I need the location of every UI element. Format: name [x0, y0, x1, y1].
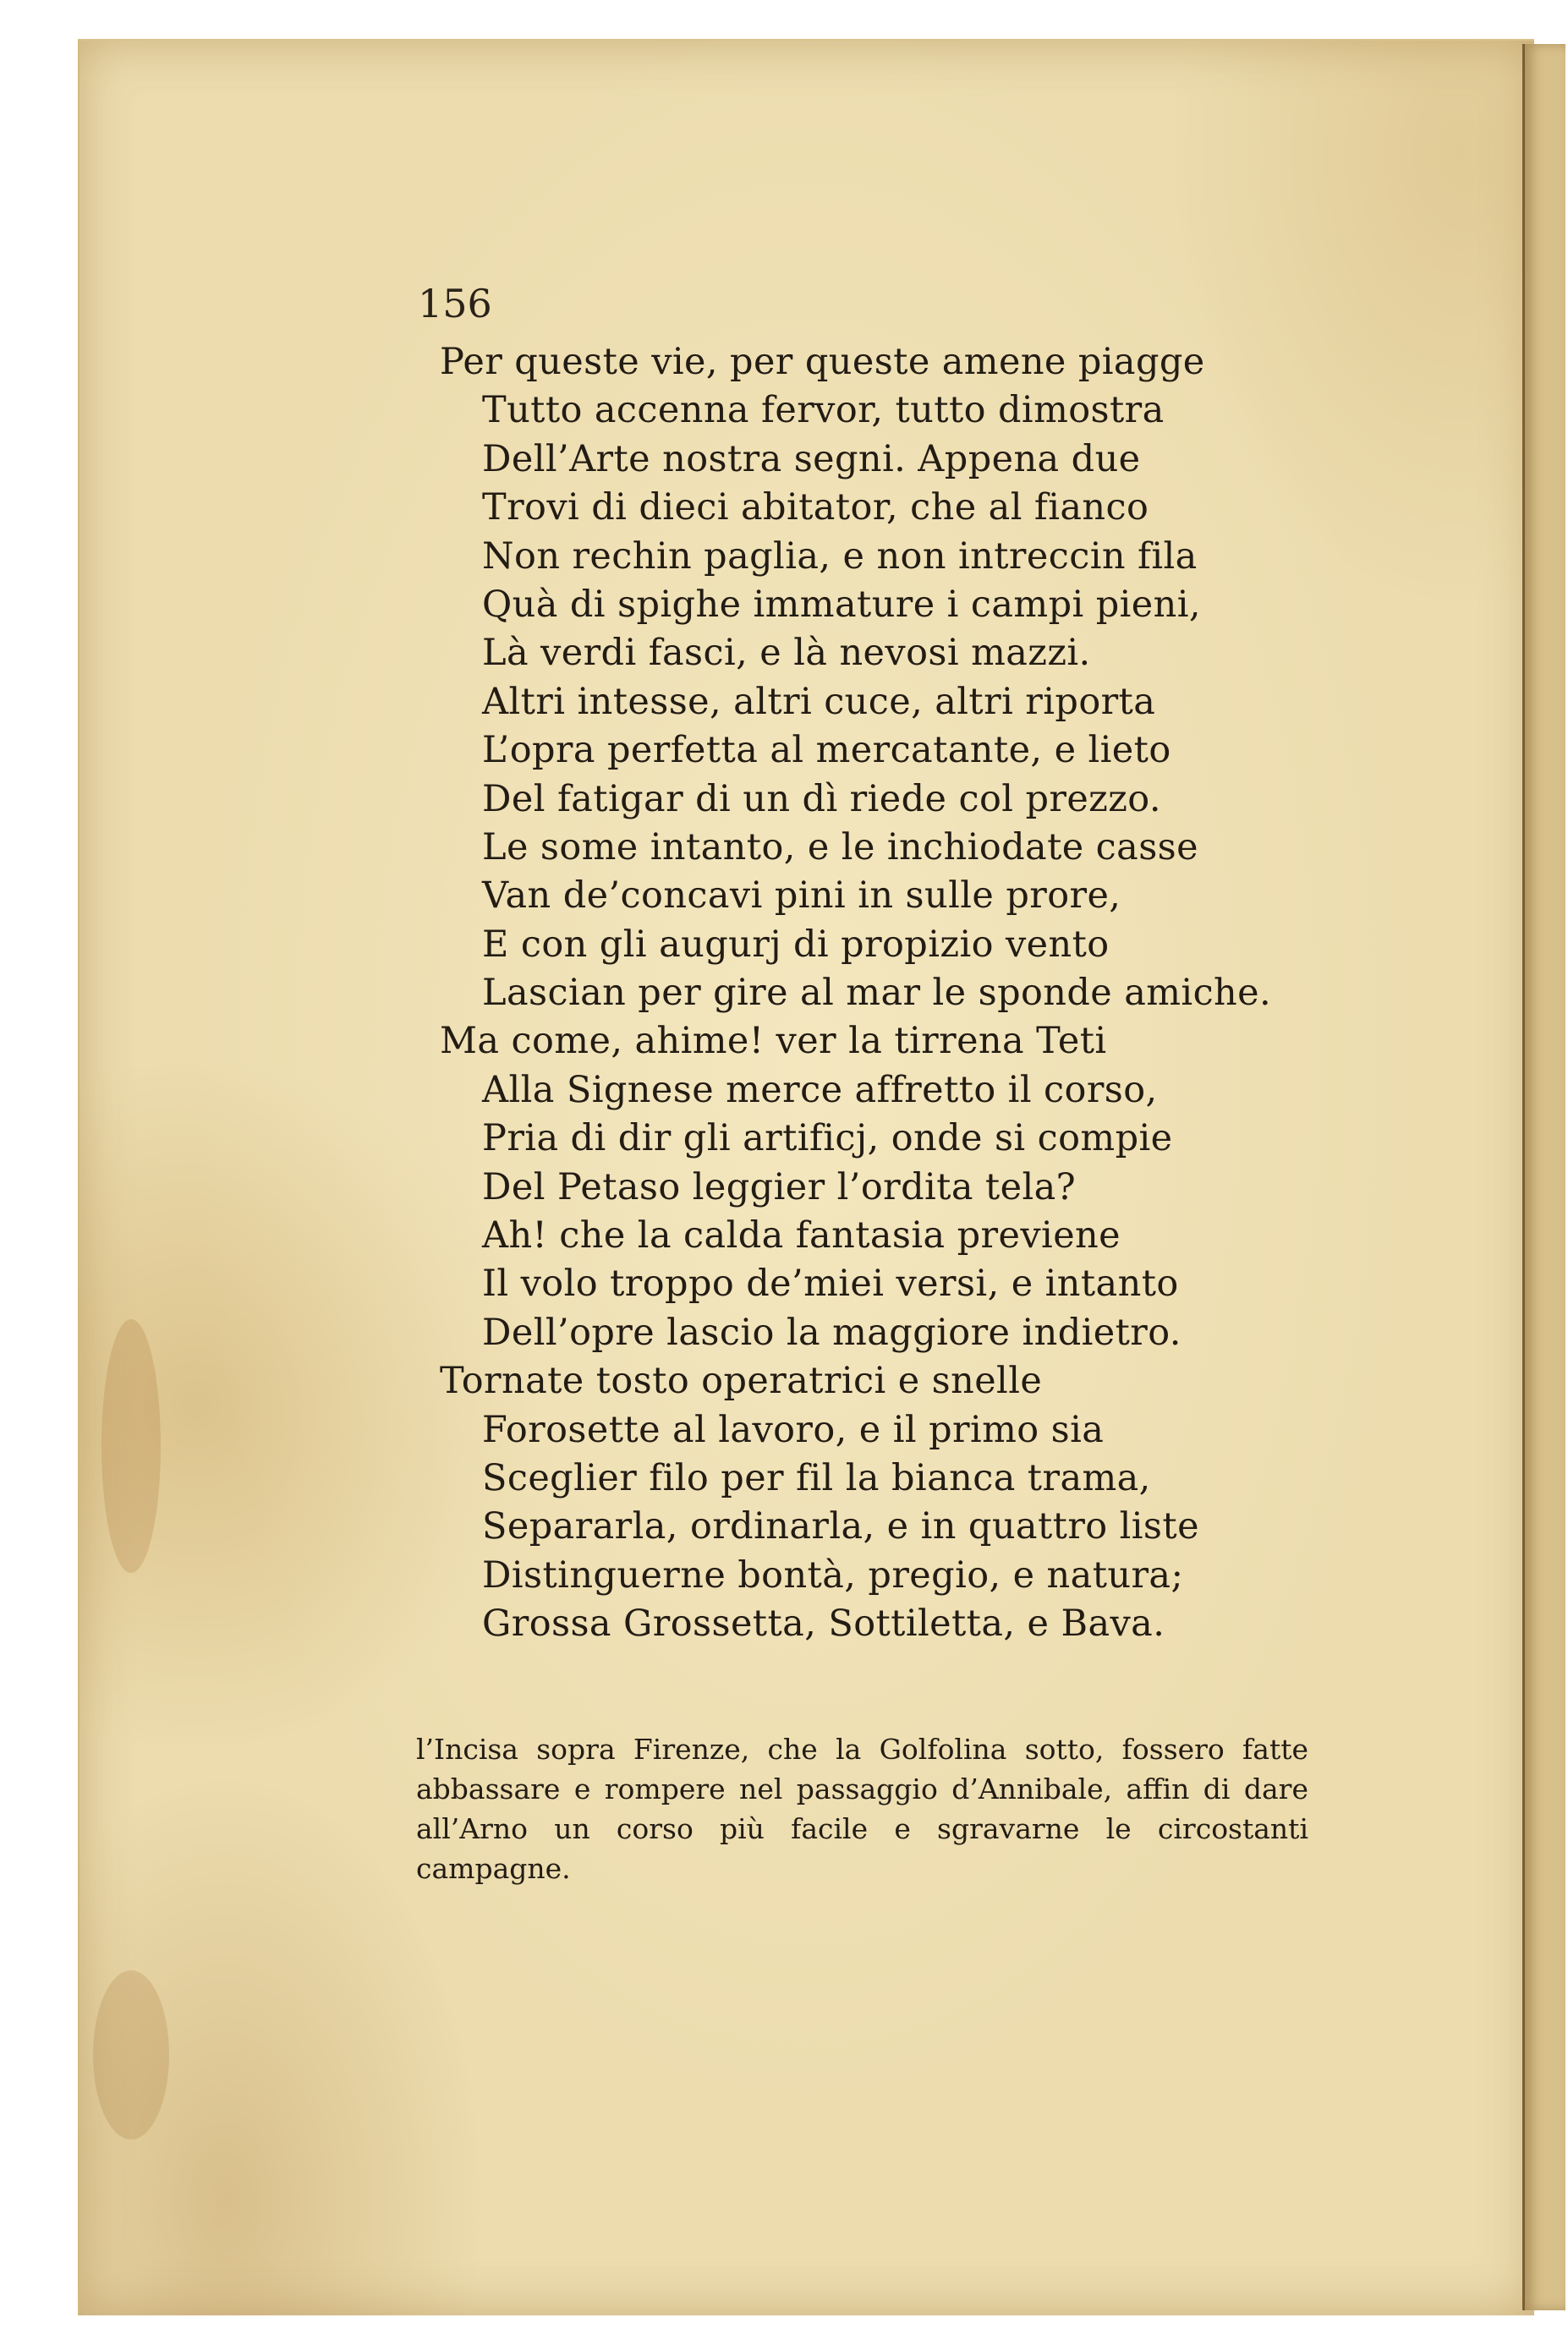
verse-line: Tornate tosto operatrici e snelle: [440, 1360, 1043, 1403]
verse-line: Ah! che la calda fantasia previene: [482, 1214, 1121, 1257]
verse-line: Là verdi fasci, e là nevosi mazzi.: [482, 632, 1091, 675]
verse-line: Grossa Grossetta, Sottiletta, e Bava.: [482, 1603, 1165, 1646]
verse-line: Per queste vie, per queste amene piagge: [440, 341, 1205, 383]
verse-line: Tutto accenna fervor, tutto dimostra: [482, 389, 1165, 432]
verse-line: Il volo troppo de’miei versi, e intanto: [482, 1263, 1179, 1306]
verse-line: Van de’concavi pini in sulle prore,: [482, 874, 1121, 918]
verse-line: Del fatigar di un dì riede col prezzo.: [482, 777, 1161, 820]
page-spine-edge: [1522, 44, 1565, 2310]
verse-line: Distinguerne bontà, pregio, e natura;: [482, 1553, 1184, 1597]
verse-line: E con gli augurj di propizio vento: [482, 923, 1110, 966]
verse-line: Ma come, ahime! ver la tirrena Teti: [440, 1020, 1107, 1063]
verse-line: Dell’Arte nostra segni. Appena due: [482, 437, 1141, 480]
verse-line: Altri intesse, altri cuce, altri riporta: [482, 680, 1156, 723]
verse-line: Trovi di dieci abitator, che al fianco: [482, 486, 1149, 529]
verse-line: Lascian per gire al mar le sponde amiche.: [482, 972, 1272, 1015]
verse-line: Pria di dir gli artificj, onde si compie: [482, 1117, 1173, 1160]
verse-line: Forosette al lavoro, e il primo sia: [482, 1408, 1105, 1451]
verse-line: Separarla, ordinarla, e in quattro liste: [482, 1505, 1199, 1548]
page-number: 156: [418, 281, 492, 326]
verse-line: Quà di spighe immature i campi pieni,: [482, 583, 1201, 626]
verse-line: L’opra perfetta al mercatante, e lieto: [482, 729, 1171, 772]
verse-line: Alla Signese merce affretto il corso,: [482, 1068, 1158, 1111]
footnote: l’Incisa sopra Firenze, che la Golfolina sotto, fossero fatte abbassare e rompere nel passaggio d’Annibale, affin di dare all’Arno un corso più facile e sgravarne le circostanti campagne.: [416, 1733, 1308, 1885]
verse-line: Del Petaso leggier l’ordita tela?: [482, 1165, 1077, 1208]
poem-verse: [440, 338, 1302, 1649]
verse-line: Le some intanto, e le inchiodate casse: [482, 825, 1198, 868]
verse-line: Non rechin paglia, e non intreccin fila: [482, 534, 1198, 578]
verse-line: Dell’opre lascio la maggiore indietro.: [482, 1311, 1181, 1354]
verse-line: Sceglier filo per fil la bianca trama,: [482, 1456, 1151, 1499]
